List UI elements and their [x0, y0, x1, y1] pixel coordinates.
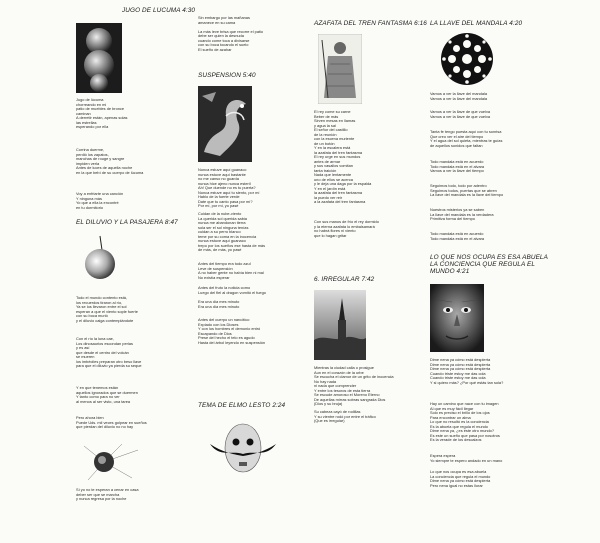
face-portrait-image [430, 284, 484, 352]
lyrics-mandala-4: Todo mandala está en acuerdo Todo mandala está en el alvara Vamos a ver la llave del tiempo [430, 159, 485, 173]
apple-image [80, 232, 120, 284]
song-title-suspension: SUSPENSION 5:40 [198, 72, 256, 79]
dragon-image [198, 86, 252, 162]
lyrics-diluvio-2: Con el río la luna cae, Los dinosaurios escondan perlas y es así que desde el centro del volcán se mueren los imbéciles preparan otro beso llave para que el diluvio ya pierda su seque [76, 336, 142, 368]
lyrics-azafata-1: El rey come su carne Beber de más Sirven mesas en llamas y agua la sal El señor del castillo de la reunión con la escena muriente de un botón Y en la escalera está la azafata del tren fantasma El rey urge en sus mundos antes de armar y sus vasallos vomitan tanta traición Nada que lentamente uno de ellos se acerca y le deja una daga por la espalda Y en el jardín está la azafata del tren fantasma la puedo ver reir a la azafata del tren fantasma [314, 109, 372, 204]
lyrics-mandala-5: Seguimos todo, todo por adentro Seguimos todos, puertas que se abren La llave del mandala es la llave del tiempo [430, 183, 504, 197]
church-spire-image [314, 290, 366, 360]
medieval-figure-image [318, 34, 362, 104]
lyrics-irregular-1: Mientras la ciudad calla o prosigue Aun en el corazón de la urbe Se escucha el clamor de un grito de inocencia No hay nada ni nada que comprender Y entre los tesoros de esta tierra Se escude amoroso el Moreno Eterno De aquellas mirras sobras sangrada Dios (Dios y su bruja) [314, 365, 394, 406]
lyrics-conciencia-1: Dime nena ya cómo está despierta Dime nena ya cómo está despierta Dime nena ya cómo está despierta Cuando triste estoy me das cola Cuando triste estoy me das cola Y si quiero más? ¿Por qué estás tan sola? [430, 357, 504, 385]
lyrics-lucuma-3: Voy a enfriarte una canción Y ninguna más Yo que a ella la encontré en tu dormitorio [76, 191, 124, 210]
lyrics-suspension-pre: Sin embargo por las mañanas amanece en su cama La más leve brisa que recorre el patio debe ser quien la desnuda cuando come toca a divisarse con su boca tocando el suelo El sueño de azahar [198, 15, 264, 52]
lyrics-diluvio-4: Pero ahora bien Puede Uds. mil veces golpear en sueños que pierdan del diluvio no no hay [76, 415, 147, 429]
lyrics-suspension-4: Antes del fruto la noticia como Luego del fiel al dragon vomitó el fuego [198, 285, 266, 295]
lyrics-mandala-6: Nuestros misterios ya se saben La llave del mandala es la verdadera Primitiva forma del tiempo [430, 207, 494, 221]
spheres-image [76, 23, 122, 93]
lyrics-suspension-5: Era una día mes minuto Era una día mes minuto [198, 299, 240, 309]
lyrics-suspension-1: Nunca estuve aquí guanaco nunca estuve aquí bastante no me canso no guarda nunca hice ajeno nunca esteril Ah! Que duende no es tu puerta? Nunca estuve aquí tu siento, por mí Hablo de la fuerte verde Date que tu canto pasa por mí? Por mí, por mí, yo pasé [198, 167, 260, 208]
lyrics-suspension-2: Cuidan de la nube-viento La querida sol querida sabia nunca me abandonan tierra sola ser el sol ninguna tenías cuidan a su perro blanco teme por su coma en la inocencia nunca estuve aquí guanaco trepo por los sueños ese hasta de más de más, de más, yo pasé [198, 211, 266, 252]
lyrics-mandala-3: Tanta fe tengo puesta aquí con tu sonrisa Que creo ver el aire del tiempo Y el agua del sol quieta, mientras te guías de aquellos sonidos que faltan [430, 129, 503, 148]
lyrics-conciencia-2: Hay un camino que nace con tu imagen Al que es muy fácil llegar Solo es preciso el brillo de los ojos Para encontrar un alma Lo que no resultó es la conciencia Es la abuela que regula el mundo Dime nena ya, ¿es éste otro mundo? Es este un sueño que pasa por nosotros Es la verade de los descalzos [430, 401, 500, 442]
song-title-irregular: 6. IRREGULAR 7:42 [314, 276, 375, 283]
lyrics-conciencia-4: Lo que nos ocupa es esa abuela La conciencia que regula el mundo Dime nena ya cómo está despierta Pero nena igual no estas llorar [430, 469, 491, 488]
song-title-conciencia: LO QUE NOS OCUPA ES ESA ABUELA LA CONCIENCIA QUE REGULA EL MUNDO 4:21 [430, 254, 548, 275]
lyrics-diluvio-3: Y en que tenemos están aquellos ignorados que se duermen Y tanto como para no ver al menos al ser visto, una tarea [76, 385, 138, 404]
lyrics-irregular-2: Su cabeza cayó de rodillas Y su vientre rodó por entre el tráfico (Que es irregular) [314, 409, 376, 423]
lyrics-diluvio-1: Todo el mundo contento está, los recuerdos tiraron al río, Ya se los llevaron entre el sol esperan a que el viento sople fuerte con su boca murió y el diluvio caiga contemplándote [76, 295, 138, 323]
mustache-face-image [208, 418, 278, 482]
lyrics-mandala-1: Vamos a ver la llave del mandala Vamos a ver la llave del mandala [430, 91, 488, 101]
song-title-lucuma: JUGO DE LUCUMA 4:30 [122, 7, 196, 14]
song-title-elmo: TEMA DE ELMO LESTO 2:24 [198, 402, 286, 409]
rays-figure-image [82, 442, 140, 482]
song-title-azafata: AZAFATA DEL TREN FANTASMA 6:16 [314, 20, 427, 27]
lyrics-conciencia-3: Espera espera Yo siempre te espero andado en un mano [430, 453, 503, 463]
song-title-mandala: LA LLAVE DEL MANDALA 4:20 [430, 20, 523, 27]
lyrics-mandala-2: Vamos a ver la llave de que vuelva Vamos a ver la llave de que vuelva [430, 109, 491, 119]
mandala-image [440, 32, 494, 86]
song-title-diluvio: EL DILUVIO Y LA PASAJERA 8:47 [76, 219, 178, 226]
lyrics-suspension-6: Antes del cuerpo un narcótico Expiado con los Dioses Y con los hombres el demonio entró Escapando de Dios Prese del hecho el telo es agudo Hasta del árbol leyendo en suspensión [198, 317, 266, 345]
lyrics-diluvio-5: Sí yo no te esperan a cenar en casa deber ser que se marcha y nunca regresa por la noche [76, 487, 139, 501]
lyrics-azafata-2: Con sus manos de frío el rey dormido y la eterna azafata lo embalsamará no habrá flores ni viento que lo hagan gritar [314, 219, 379, 238]
lyrics-mandala-7: Todo mandala está en acuerdo Todo mandala está en el alvara [430, 231, 485, 241]
lyrics-lucuma-1: Jugo de lúcuma chorreando en mi patio de muebles de bronce caminan A derretir están, apenas solas las estrellas esperando por ella [76, 97, 128, 129]
lyrics-suspension-3: Antes del tiempo era todo azul Leve de suspensión A no haber gente no había bien ni mal No existía esperar [198, 261, 264, 280]
lyrics-lucuma-2: Corrina duerme, perdió los zapatos, manchas de rouge y sangre impiden verla Antes de luces de aquella noche en la que bebí de su cuerpo de lúcuma [76, 147, 144, 175]
